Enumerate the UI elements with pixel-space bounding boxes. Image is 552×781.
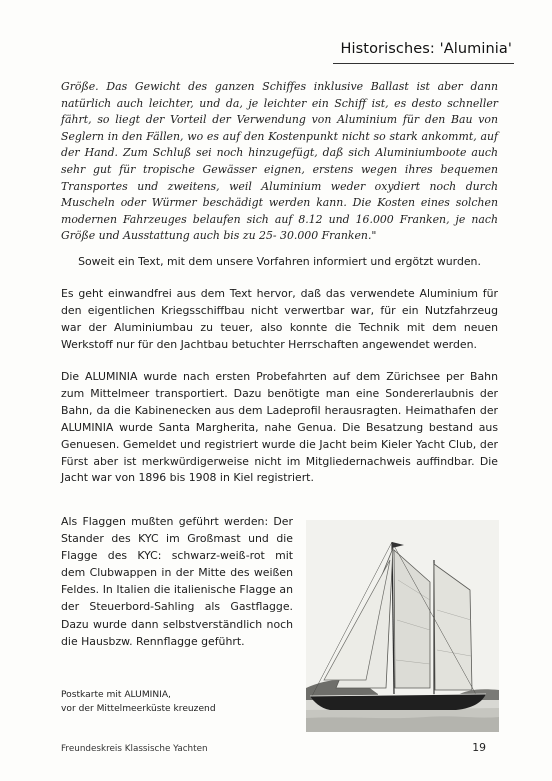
photo-caption: [61, 688, 216, 716]
sailing-yacht-photo: [306, 520, 499, 732]
sailing-yacht-image: [306, 520, 499, 732]
header-rule: [333, 63, 514, 64]
caption-line-1: Postkarte mit ALUMINIA,: [61, 690, 171, 700]
page-number: 19: [472, 741, 486, 754]
paragraph-3: Die ALUMINIA wurde nach ersten Probefahrten auf dem Zürichsee per Bahn zum Mittelmeer transportiert. Dazu benötigte man eine Sondererlaubnis der Bahn, da die Kabinenecken aus dem Ladeprofil herausragten. Heimathafen der ALUMINIA wurde Santa Margherita, nahe Genua. Die Besatzung bestand aus Genuesen. Gemeldet und registriert wurde die Jacht beim Kieler Yacht Club, der Fürst aber ist merkwürdigerweise nicht im Mitgliedernachweis auffindbar. Die Jacht war von 1896 bis 1908 in Kiel registriert.: [61, 370, 498, 485]
paragraph-4: Als Flaggen mußten geführt werden: Der Stander des KYC im Großmast und die Flagge des KYC: schwarz-weiß-rot mit dem Clubwappen in der Mitte des weißen Feldes. In Italien die italienische Flagge an der Steuerbord-Sahling als Gastflagge. Dazu wurde dann selbstverständlich noch die Hausbzw. Rennflagge geführt.: [61, 515, 293, 648]
caption-line-2: vor der Mittelmeerküste kreuzend: [61, 704, 216, 714]
page-header-title: Historisches: 'Aluminia': [340, 41, 512, 57]
footer-publisher: Freundeskreis Klassische Yachten: [61, 744, 208, 754]
paragraph-2: Es geht einwandfrei aus dem Text hervor, daß das verwendete Aluminium für den eigentlichen Kriegsschiffbau nicht verwertbar war, für ein Nutzfahrzeug war der Aluminiumbau zu teuer, also konnte die Technik mit dem neuen Werkstoff nur für den Jachtbau betuchter Herrschaften angewendet werden.: [61, 287, 498, 351]
quoted-text-block: Größe. Das Gewicht des ganzen Schiffes inklusive Ballast ist aber dann natürlich auch leichter, und da, je leichter ein Schiff ist, es desto schneller fährt, so liegt der Vorteil der Verwendung von Aluminium für den Bau von Seglern in den Fällen, wo es auf den Kostenpunkt nicht so stark ankommt, auf der Hand. Zum Schluß sei noch hinzugefügt, daß sich Aluminiumboote auch sehr gut für tropische Gewässer eignen, erstens wegen ihres bequemen Transportes und zweitens, weil Aluminium weder oxydiert noch durch Muscheln oder Würmer beschädigt werden kann. Die Kosten eines solchen modernen Fahrzeuges belaufen sich auf 8.12 und 16.000 Franken, je nach Größe und Ausstattung auch bis zu 25- 30.000 Franken.": [61, 80, 498, 243]
paragraph-1: Soweit ein Text, mit dem unsere Vorfahren informiert und ergötzt wurden.: [78, 255, 481, 268]
